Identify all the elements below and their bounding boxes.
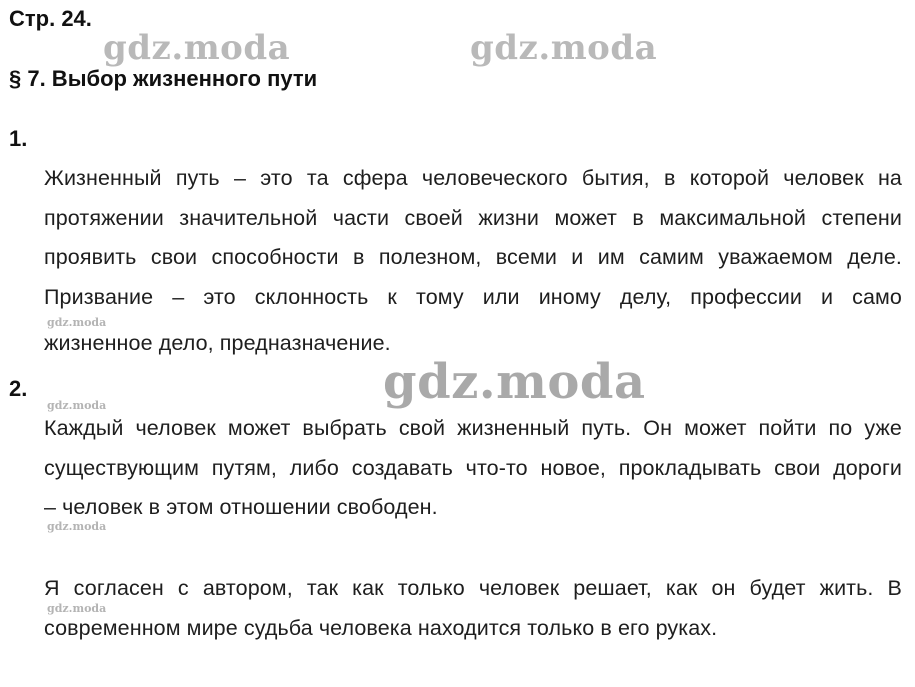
page-number: Стр. 24.: [9, 6, 92, 31]
answer-line: Жизненный путь – это та сфера человеческого бытия, в которой человек на: [44, 166, 902, 190]
question-number: 2.: [9, 376, 28, 401]
watermark: gdz.moda: [47, 399, 107, 412]
watermark: gdz.moda: [103, 28, 291, 68]
answer-line: – человек в этом отношении свободен.: [44, 495, 438, 519]
watermark: gdz.moda: [47, 316, 107, 329]
opinion-line: современном мире судьба человека находится только в его руках.: [44, 616, 718, 640]
watermark: gdz.moda: [47, 520, 107, 533]
answer-line: Призвание – это склонность к тому или иному делу, профессии и само: [44, 285, 902, 309]
answer-line: протяжении значительной части своей жизни может в максимальной степени: [44, 206, 902, 230]
watermark: gdz.moda: [383, 354, 646, 410]
watermark: gdz.moda: [470, 28, 658, 68]
answer-line: жизненное дело, предназначение.: [44, 331, 391, 355]
watermark: gdz.moda: [47, 602, 107, 615]
answer-line: существующим путям, либо создавать что-то новое, прокладывать свои дороги: [44, 456, 902, 480]
question-number: 1.: [9, 126, 28, 151]
answer-line: Каждый человек может выбрать свой жизненный путь. Он может пойти по уже: [44, 416, 902, 440]
opinion-line: Я согласен с автором, так как только человек решает, как он будет жить. В: [44, 576, 902, 600]
section-title: § 7. Выбор жизненного пути: [9, 66, 318, 91]
answer-line: проявить свои способности в полезном, всеми и им самим уважаемом деле.: [44, 245, 902, 269]
